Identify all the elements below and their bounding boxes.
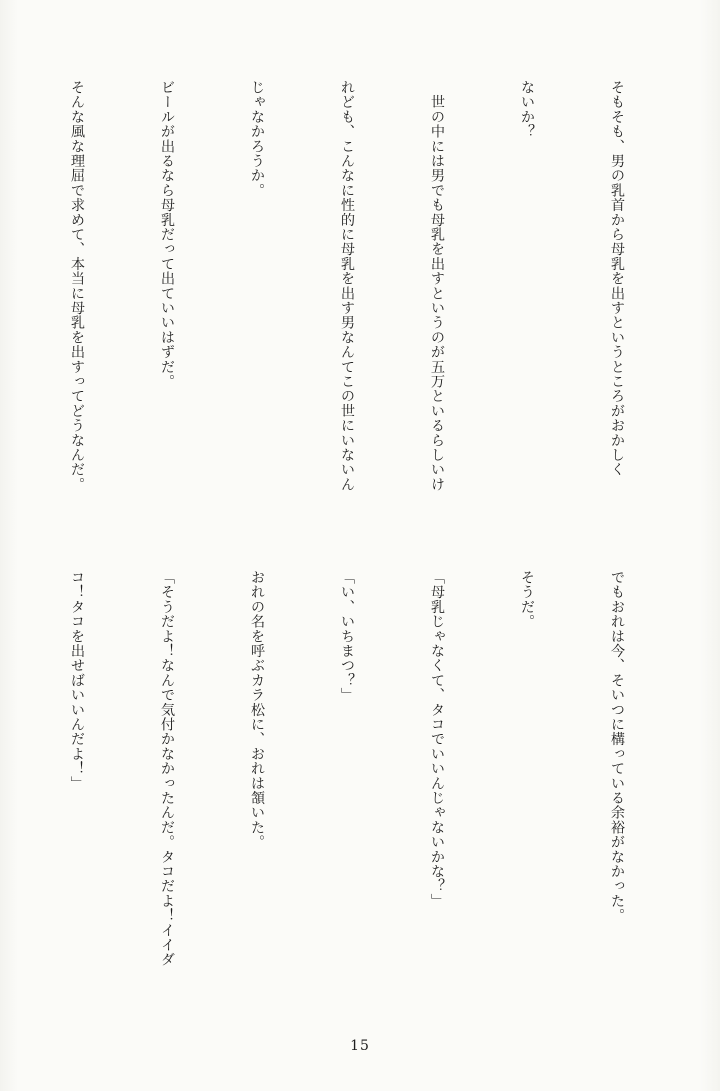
text-line: でもおれは今、そいつに構っている余裕がなかった。 — [609, 570, 625, 923]
text-line: ビールが出るなら母乳だって出ていいはずだ。 — [159, 80, 175, 389]
text-line: そもそも、男の乳首から母乳を出すというところがおかしく — [609, 80, 625, 477]
text-line: 「い、いちまつ？」 — [339, 570, 355, 703]
text-line: 「母乳じゃなくて、タコでいいんじゃないかな？」 — [429, 570, 445, 909]
text-line: じゃなかろうか。 — [249, 80, 265, 198]
page-number: 15 — [350, 1038, 370, 1054]
text-line: そんな風な理屈で求めて、本当に母乳を出すってどうなんだ。 — [69, 80, 85, 492]
text-line — [0, 570, 2, 980]
text-line: れども、こんなに性的に母乳を出す男なんてこの世にいないん — [339, 80, 355, 492]
text-line — [0, 80, 2, 530]
lower-text-block — [52, 570, 692, 980]
text-line: ないか？ — [519, 80, 535, 139]
text-line: そうだ。 — [519, 570, 535, 629]
text-line: コ！タコを出せばいいんだよ！」 — [69, 570, 85, 791]
text-line: おれの名を呼ぶカラ松に、おれは頷いた。 — [249, 570, 265, 850]
upper-text-block — [52, 80, 692, 530]
text-line: 「そうだよ！なんで気付かなかったんだ。タコだよ！イイダ — [159, 570, 175, 967]
text-line: 世の中には男でも母乳を出すというのが五万といるらしいけ — [429, 80, 445, 492]
